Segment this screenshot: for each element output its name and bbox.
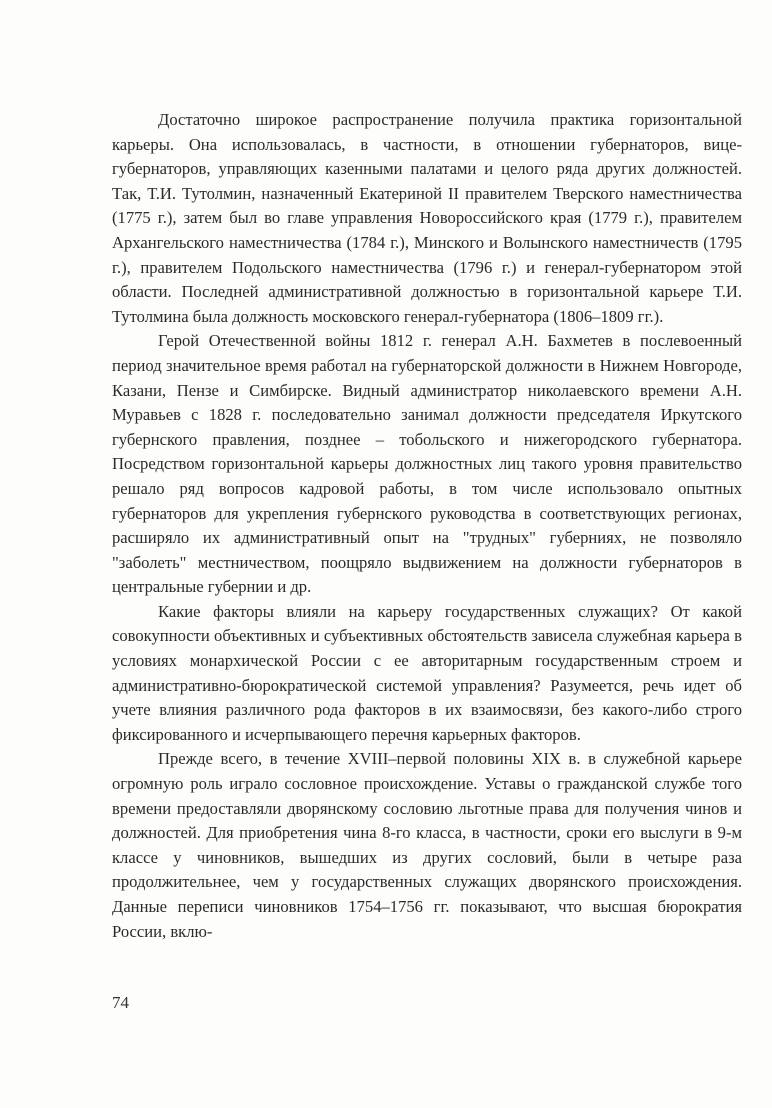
paragraph: Герой Отечественной войны 1812 г. генерал А.Н. Бахметев в послевоенный период значительное время работал на губернаторской должности в Нижнем Новгороде, Казани, Пензе и Симбирске. Видный администратор николаевского времени А.Н. Муравьев с 1828 г. последовательно занимал должности председателя Иркутского губернского правления, позднее – тобольского и нижегородского губернатора. Посредством горизонтальной карьеры должностных лиц такого уровня правительство решало ряд вопросов кадровой работы, в том числе использовало опытных губернаторов для укрепления губернского руководства в соответствующих регионах, расширяло их административный опыт на "трудных" губерниях, не позволяло "заболеть" местничеством, поощряло выдвижением на должности губернаторов в центральные губернии и др.	[112, 331, 742, 597]
body-text	[112, 108, 742, 944]
page-number: 74	[112, 993, 129, 1012]
paragraph: Достаточно широкое распространение получила практика горизонтальной карьеры. Она использовалась, в частности, в отношении губернаторов, вице-губернаторов, управляющих казенными палатами и целого ряда других должностей. Так, Т.И. Тутолмин, назначенный Екатериной II правителем Тверского наместничества (1775 г.), затем был во главе управления Новороссийского края (1779 г.), правителем Архангельского наместничества (1784 г.), Минского и Волынского наместничеств (1795 г.), правителем Подольского наместничества (1796 г.) и генерал-губернатором этой области. Последней административной должностью в горизонтальной карьере Т.И. Тутолмина была должность московского генерал-губернатора (1806–1809 гг.).	[112, 110, 742, 326]
paragraph: Какие факторы влияли на карьеру государственных служащих? От какой совокупности объективных и субъективных обстоятельств зависела служебная карьера в условиях монархической России с ее авторитарным государственным строем и административно-бюрократической системой управления? Разумеется, речь идет об учете влияния различного рода факторов в их взаимосвязи, без какого-либо строго фиксированного и исчерпывающего перечня карьерных факторов.	[112, 601, 742, 744]
paragraph: Прежде всего, в течение XVIII–первой половины XIX в. в служебной карьере огромную роль играло сословное происхождение. Уставы о гражданской службе того времени предоставляли дворянскому сословию льготные права для получения чинов и должностей. Для приобретения чина 8-го класса, в частности, сроки его выслуги в 9-м классе у чиновников, вышедших из других сословий, были в четыре раза продолжительнее, чем у государственных служащих дворянского происхождения. Данные переписи чиновников 1754–1756 гг. показывают, что высшая бюрократия России, вклю-	[112, 749, 742, 941]
